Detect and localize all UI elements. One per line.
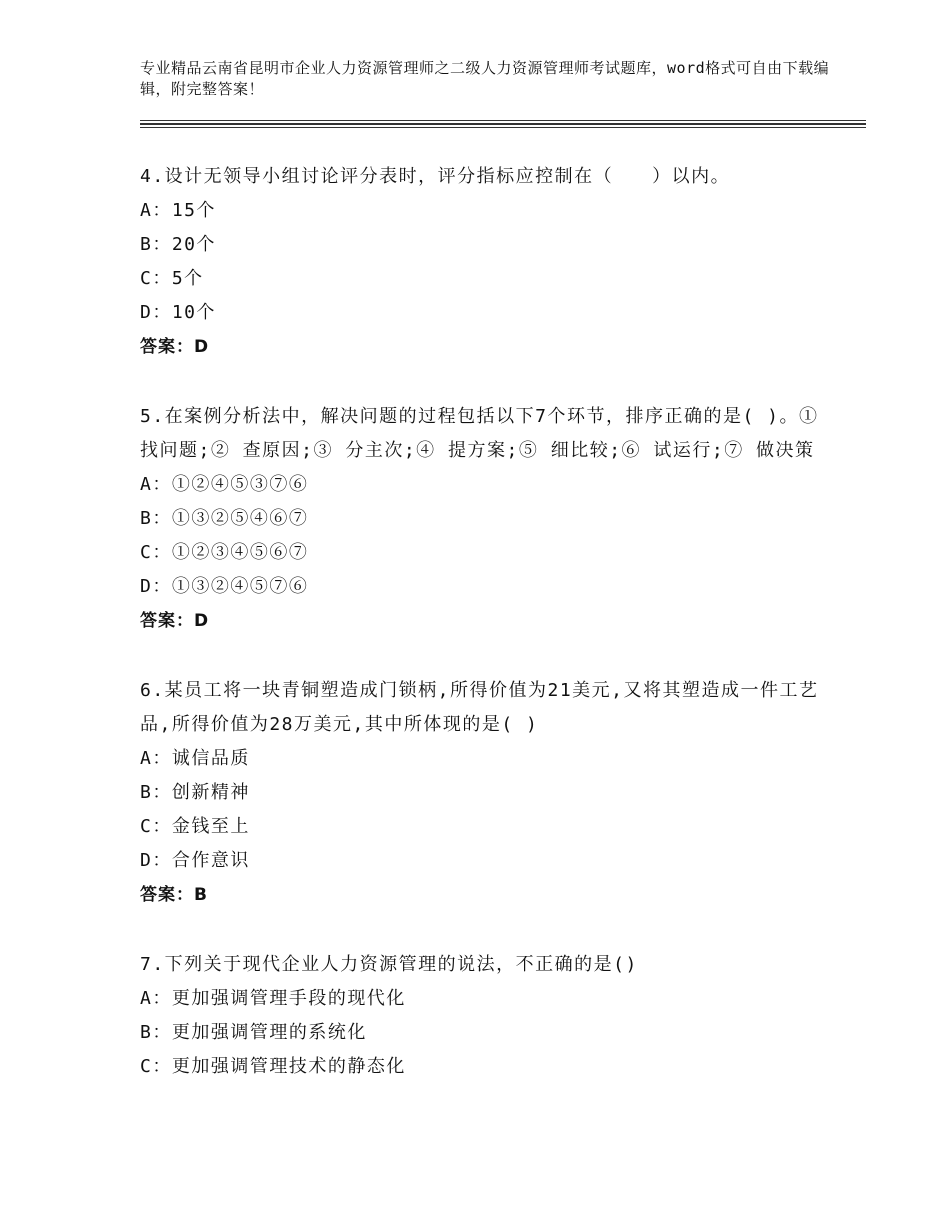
- option-b: B：20个: [140, 234, 217, 255]
- answer-line: 答案：D: [140, 611, 210, 631]
- option-a: A：①②④⑤③⑦⑥: [140, 474, 309, 495]
- question-stem: 5.在案例分析法中，解决问题的过程包括以下7个环节，排序正确的是( )。①找问题;② 查原因;③ 分主次;④ 提方案;⑤ 细比较;⑥ 试运行;⑦ 做决策: [140, 406, 819, 461]
- option-b: B：创新精神: [140, 782, 250, 803]
- option-c: C：5个: [140, 268, 204, 289]
- question-6: [140, 674, 820, 912]
- option-c: C：更加强调管理技术的静态化: [140, 1056, 406, 1077]
- option-c: C：①②③④⑤⑥⑦: [140, 542, 309, 563]
- question-4: [140, 160, 820, 364]
- header-divider-line: [140, 120, 866, 121]
- question-7: [140, 948, 820, 1084]
- question-list: [140, 160, 820, 1120]
- option-d: D：10个: [140, 302, 217, 323]
- header-divider-line-thick: [140, 123, 866, 125]
- option-a: A：15个: [140, 200, 217, 221]
- question-stem: 7.下列关于现代企业人力资源管理的说法，不正确的是(): [140, 954, 638, 975]
- question-stem: 6.某员工将一块青铜塑造成门锁柄,所得价值为21美元,又将其塑造成一件工艺品,所得价值为28万美元,其中所体现的是( ): [140, 680, 819, 735]
- document-header: 专业精品云南省昆明市企业人力资源管理师之二级人力资源管理师考试题库，word格式可自由下载编辑，附完整答案！: [140, 59, 830, 98]
- question-5: [140, 400, 820, 638]
- option-d: D：合作意识: [140, 850, 250, 871]
- header-divider-line: [140, 127, 866, 128]
- option-b: B：①③②⑤④⑥⑦: [140, 508, 309, 529]
- option-b: B：更加强调管理的系统化: [140, 1022, 367, 1043]
- answer-line: 答案：D: [140, 337, 210, 357]
- option-a: A：更加强调管理手段的现代化: [140, 988, 406, 1009]
- option-c: C：金钱至上: [140, 816, 250, 837]
- question-stem: 4.设计无领导小组讨论评分表时，评分指标应控制在（ ）以内。: [140, 166, 731, 187]
- option-d: D：①③②④⑤⑦⑥: [140, 576, 309, 597]
- option-a: A：诚信品质: [140, 748, 250, 769]
- answer-line: 答案：B: [140, 885, 208, 905]
